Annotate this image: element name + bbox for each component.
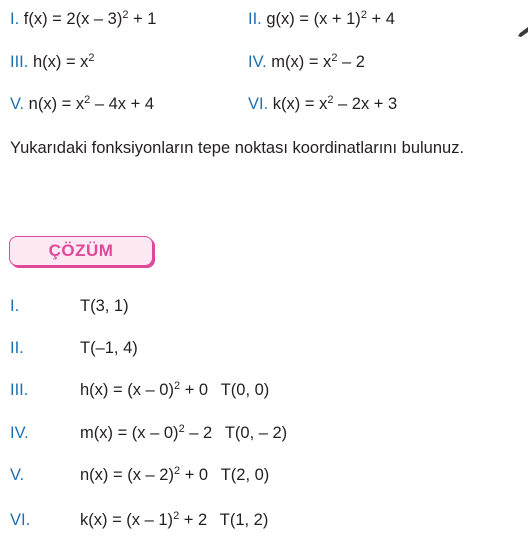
problem-3-before: h(x) = x (32, 53, 89, 71)
solution-3 (80, 380, 269, 400)
problem-3-exponent: 2 (88, 52, 95, 64)
problem-1-before: f(x) = 2(x – 3) (23, 10, 123, 28)
solution-4-exponent: 2 (178, 423, 185, 435)
solution-5 (80, 465, 269, 485)
solution-4-eq-before: m(x) = (x – 0) (80, 424, 179, 442)
solution-1-vertex: T(3, 1) (80, 297, 129, 315)
problem-1 (10, 9, 156, 29)
solution-4-vertex: T(0, – 2) (224, 424, 288, 442)
problem-5-after: – 4x + 4 (90, 95, 155, 113)
problem-5-exponent: 2 (84, 94, 91, 106)
problem-2 (248, 9, 395, 29)
problem-4-before: m(x) = x (271, 53, 332, 71)
problem-4-exponent: 2 (331, 52, 338, 64)
problem-2-exponent: 2 (360, 9, 367, 21)
solution-5-number: V. (10, 466, 25, 484)
solution-3-exponent: 2 (173, 380, 181, 392)
question-text: Yukarıdaki fonksiyonların tepe noktası koordinatlarını bulunuz. (10, 139, 465, 157)
solution-2-number: II. (10, 339, 24, 357)
solution-5-equation (80, 466, 208, 484)
problem-5 (10, 94, 154, 114)
problem-4 (248, 52, 365, 72)
solution-4-equation (80, 424, 212, 442)
problem-3-number: III. (10, 53, 29, 71)
solution-2 (80, 338, 138, 358)
problem-1-exponent: 2 (122, 9, 129, 21)
solution-4-eq-after: – 2 (184, 424, 213, 442)
pen-mark-icon (518, 27, 528, 41)
problem-6-before: k(x) = x (272, 95, 328, 113)
solution-3-eq-after: + 0 (180, 381, 209, 399)
solution-6-eq-before: k(x) = (x – 1) (80, 511, 174, 529)
solution-badge-label: ÇÖZÜM (48, 241, 114, 260)
problem-6-after: – 2x + 3 (333, 95, 398, 113)
solution-6-number: VI. (10, 511, 31, 529)
solution-3-vertex: T(0, 0) (220, 381, 270, 399)
solution-4 (80, 423, 287, 443)
solution-5-eq-after: + 0 (180, 466, 209, 484)
problem-2-after: + 4 (366, 10, 395, 28)
solution-6-vertex: T(1, 2) (219, 511, 269, 529)
solution-6-equation (80, 511, 207, 529)
solution-badge (9, 236, 153, 266)
solution-5-vertex: T(2, 0) (220, 466, 270, 484)
solution-5-eq-before: n(x) = (x – 2) (80, 466, 174, 484)
solution-3-number: III. (10, 381, 29, 399)
problem-2-number: II. (248, 10, 262, 28)
problem-1-after: + 1 (128, 10, 157, 28)
solution-6-exponent: 2 (173, 510, 180, 522)
problem-5-number: V. (10, 95, 25, 113)
solution-6 (80, 510, 268, 530)
solution-6-eq-after: + 2 (179, 511, 208, 529)
problem-3 (10, 52, 95, 72)
solution-4-number: IV. (10, 424, 29, 442)
problem-6-number: VI. (248, 95, 269, 113)
problem-6 (248, 94, 397, 114)
problem-2-before: g(x) = (x + 1) (266, 10, 361, 28)
problem-4-after: – 2 (337, 53, 365, 71)
solution-1 (80, 296, 129, 316)
solution-5-exponent: 2 (173, 465, 181, 477)
problem-5-before: n(x) = x (28, 95, 85, 113)
problem-1-number: I. (10, 10, 20, 28)
solution-1-number: I. (10, 297, 20, 315)
problem-6-exponent: 2 (327, 94, 334, 106)
solution-2-vertex: T(–1, 4) (80, 339, 138, 357)
solution-3-equation (80, 381, 208, 399)
problem-4-number: IV. (248, 53, 267, 71)
solution-3-eq-before: h(x) = (x – 0) (80, 381, 174, 399)
